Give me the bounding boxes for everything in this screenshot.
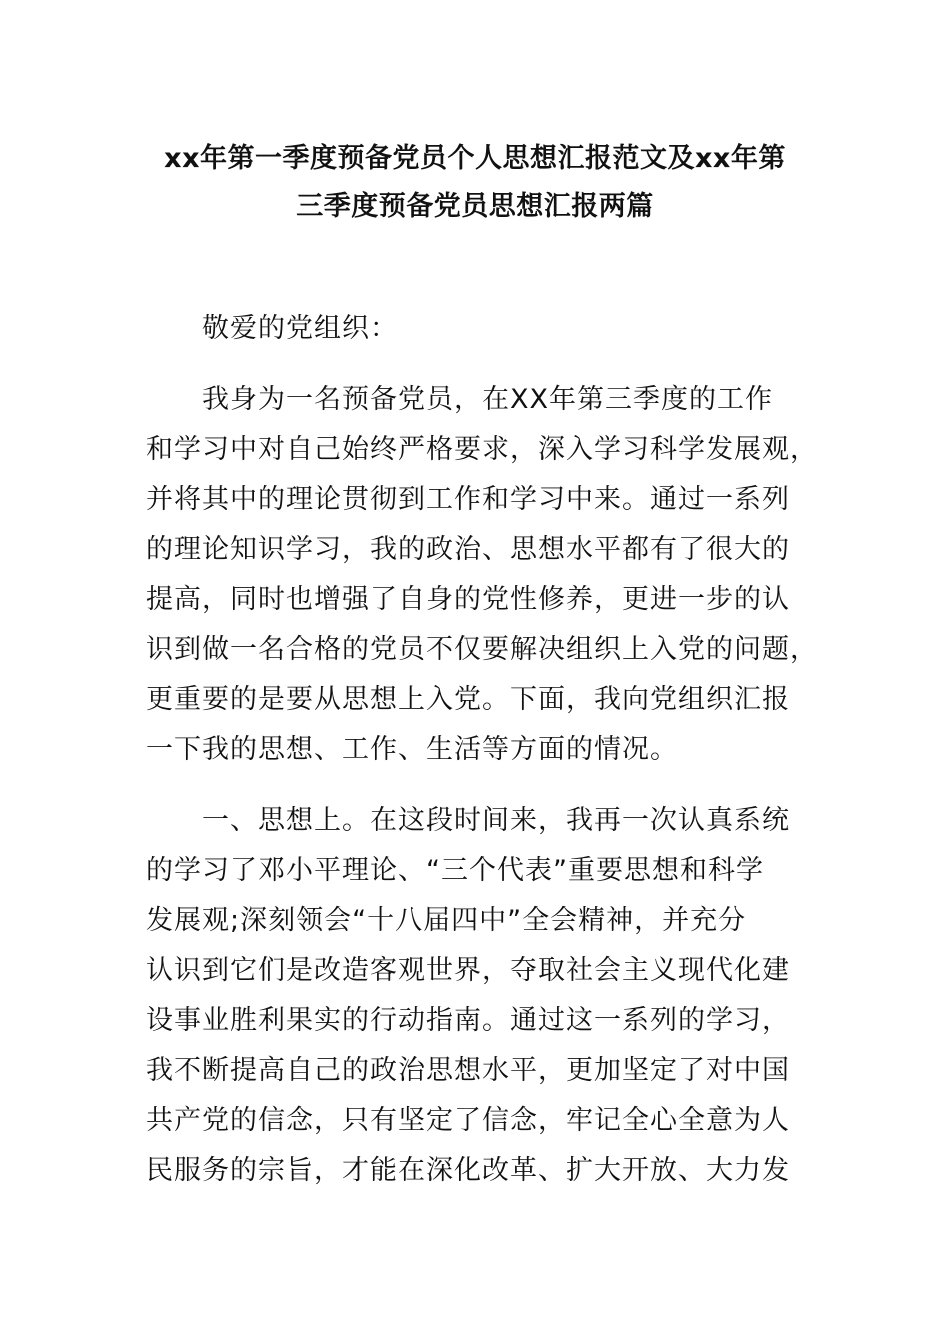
paragraph-1-line: 和学习中对自己始终严格要求，深入学习科学发展观， <box>146 434 818 465</box>
paragraph-2-line: 设事业胜利果实的行动指南。通过这一系列的学习， <box>146 1005 790 1036</box>
document-title-line-1: xx年第一季度预备党员个人思想汇报范文及xx年第 <box>164 143 786 174</box>
paragraph-2-line: 一、思想上。在这段时间来，我再一次认真系统 <box>202 805 790 836</box>
paragraph-2-line: 民服务的宗旨，才能在深化改革、扩大开放、大力发 <box>146 1155 790 1186</box>
salutation: 敬爱的党组织： <box>202 313 398 344</box>
paragraph-1-line: 并将其中的理论贯彻到工作和学习中来。通过一系列 <box>146 484 790 515</box>
paragraph-2-line: 我不断提高自己的政治思想水平，更加坚定了对中国 <box>146 1055 790 1086</box>
document-title-line-2: 三季度预备党员思想汇报两篇 <box>296 191 654 222</box>
paragraph-2-line: 发展观;深刻领会“十八届四中”全会精神，并充分 <box>146 905 747 936</box>
paragraph-1-line: 更重要的是要从思想上入党。下面，我向党组织汇报 <box>146 684 790 715</box>
paragraph-2-line: 认识到它们是改造客观世界，夺取社会主义现代化建 <box>146 955 790 986</box>
paragraph-2-line: 的学习了邓小平理论、“三个代表”重要思想和科学 <box>146 855 764 886</box>
paragraph-2-line: 共产党的信念，只有坚定了信念，牢记全心全意为人 <box>146 1105 790 1136</box>
paragraph-1-line: 提高，同时也增强了自身的党性修养，更进一步的认 <box>146 584 790 615</box>
paragraph-1-line: 的理论知识学习，我的政治、思想水平都有了很大的 <box>146 534 790 565</box>
paragraph-1-line: 识到做一名合格的党员不仅要解决组织上入党的问题， <box>146 634 818 665</box>
paragraph-1-line: 一下我的思想、工作、生活等方面的情况。 <box>146 734 678 765</box>
paragraph-1-line: 我身为一名预备党员，在XX年第三季度的工作 <box>202 384 773 415</box>
